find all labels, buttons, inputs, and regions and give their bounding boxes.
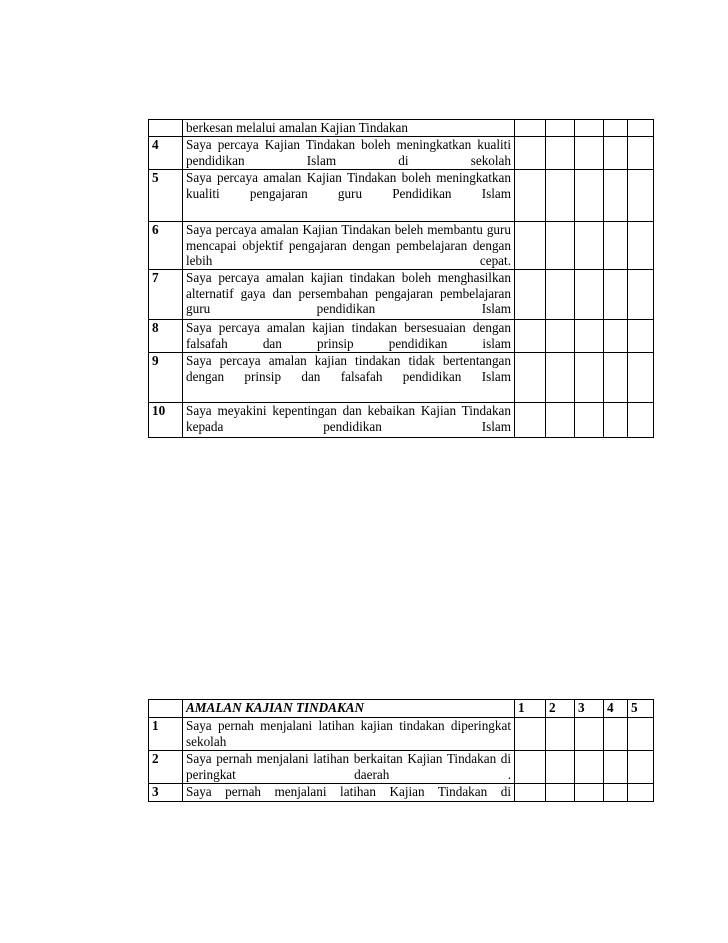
rating-cell[interactable]: [515, 320, 546, 353]
row-number: 6: [149, 222, 183, 270]
rating-cell[interactable]: [515, 120, 546, 137]
rating-cell[interactable]: [546, 403, 575, 438]
rating-cell[interactable]: [515, 403, 546, 438]
rating-cell[interactable]: [575, 718, 604, 751]
statement-text: Saya percaya amalan Kajian Tindakan beleh membantu guru mencapai objektif pengajaran dengan pembelajaran dengan lebih cepat.: [183, 222, 515, 270]
table-row: [149, 320, 654, 353]
rating-cell[interactable]: [604, 403, 628, 438]
rating-cell[interactable]: [575, 222, 604, 270]
rating-cell[interactable]: [546, 784, 575, 802]
rating-cell[interactable]: [604, 353, 628, 403]
rating-cell[interactable]: [575, 170, 604, 222]
table-header-row: [149, 700, 654, 718]
rating-cell[interactable]: [575, 751, 604, 784]
table-row: [149, 403, 654, 438]
statement-text: Saya pernah menjalani latihan berkaitan Kajian Tindakan di peringkat daerah .: [183, 751, 515, 784]
table-row: [149, 170, 654, 222]
rating-cell[interactable]: [546, 170, 575, 222]
section-title: AMALAN KAJIAN TINDAKAN: [183, 700, 515, 718]
scale-label: 1: [515, 700, 546, 718]
table-row: [149, 718, 654, 751]
table-row: [149, 353, 654, 403]
questionnaire-table-2: [148, 699, 654, 802]
rating-cell[interactable]: [604, 718, 628, 751]
rating-cell[interactable]: [604, 137, 628, 170]
rating-cell[interactable]: [546, 120, 575, 137]
rating-cell[interactable]: [628, 751, 654, 784]
rating-cell[interactable]: [546, 137, 575, 170]
row-number: 8: [149, 320, 183, 353]
rating-cell[interactable]: [604, 270, 628, 320]
rating-cell[interactable]: [628, 718, 654, 751]
statement-text: Saya percaya Kajian Tindakan boleh meningkatkan kualiti pendidikan Islam di sekolah: [183, 137, 515, 170]
rating-cell[interactable]: [575, 120, 604, 137]
rating-cell[interactable]: [628, 222, 654, 270]
rating-cell[interactable]: [604, 120, 628, 137]
rating-cell[interactable]: [628, 353, 654, 403]
rating-cell[interactable]: [575, 137, 604, 170]
statement-text: berkesan melalui amalan Kajian Tindakan: [183, 120, 515, 137]
statement-text: Saya percaya amalan kajian tindakan tidak bertentangan dengan prinsip dan falsafah pendidikan Islam: [183, 353, 515, 403]
rating-cell[interactable]: [628, 784, 654, 802]
rating-cell[interactable]: [575, 270, 604, 320]
scale-label: 4: [604, 700, 628, 718]
rating-cell[interactable]: [515, 784, 546, 802]
rating-cell[interactable]: [515, 222, 546, 270]
rating-cell[interactable]: [604, 320, 628, 353]
table-row: [149, 120, 654, 137]
rating-cell[interactable]: [515, 751, 546, 784]
row-number: 5: [149, 170, 183, 222]
row-number: 9: [149, 353, 183, 403]
rating-cell[interactable]: [628, 120, 654, 137]
rating-cell[interactable]: [575, 320, 604, 353]
rating-cell[interactable]: [628, 170, 654, 222]
rating-cell[interactable]: [604, 751, 628, 784]
statement-text: Saya percaya amalan Kajian Tindakan boleh meningkatkan kualiti pengajaran guru Pendidikan Islam: [183, 170, 515, 222]
rating-cell[interactable]: [515, 137, 546, 170]
statement-text: Saya pernah menjalani latihan Kajian Tindakan di: [183, 784, 515, 802]
rating-cell[interactable]: [628, 270, 654, 320]
table-row: [149, 751, 654, 784]
row-number: 7: [149, 270, 183, 320]
statement-text: Saya pernah menjalani latihan kajian tindakan diperingkat sekolah: [183, 718, 515, 751]
rating-cell[interactable]: [515, 170, 546, 222]
scale-label: 5: [628, 700, 654, 718]
rating-cell[interactable]: [546, 270, 575, 320]
rating-cell[interactable]: [628, 403, 654, 438]
rating-cell[interactable]: [546, 320, 575, 353]
rating-cell[interactable]: [515, 353, 546, 403]
table-row: [149, 222, 654, 270]
rating-cell[interactable]: [628, 320, 654, 353]
rating-cell[interactable]: [604, 222, 628, 270]
rating-cell[interactable]: [575, 784, 604, 802]
rating-cell[interactable]: [604, 784, 628, 802]
scale-label: 3: [575, 700, 604, 718]
row-number: 2: [149, 751, 183, 784]
header-number-cell: [149, 700, 183, 718]
rating-cell[interactable]: [546, 718, 575, 751]
statement-text: Saya percaya amalan kajian tindakan boleh menghasilkan alternatif gaya dan persembahan pengajaran pembelajaran guru pendidikan Islam: [183, 270, 515, 320]
row-number: 10: [149, 403, 183, 438]
row-number: [149, 120, 183, 137]
scale-label: 2: [546, 700, 575, 718]
questionnaire-table-1: [148, 119, 654, 438]
rating-cell[interactable]: [546, 751, 575, 784]
rating-cell[interactable]: [546, 222, 575, 270]
row-number: 1: [149, 718, 183, 751]
table-row: [149, 137, 654, 170]
table-row: [149, 784, 654, 802]
row-number: 4: [149, 137, 183, 170]
statement-text: Saya meyakini kepentingan dan kebaikan Kajian Tindakan kepada pendidikan Islam: [183, 403, 515, 438]
statement-text: Saya percaya amalan kajian tindakan bersesuaian dengan falsafah dan prinsip pendidikan islam: [183, 320, 515, 353]
rating-cell[interactable]: [575, 403, 604, 438]
table-row: [149, 270, 654, 320]
rating-cell[interactable]: [575, 353, 604, 403]
row-number: 3: [149, 784, 183, 802]
rating-cell[interactable]: [546, 353, 575, 403]
rating-cell[interactable]: [604, 170, 628, 222]
rating-cell[interactable]: [515, 718, 546, 751]
rating-cell[interactable]: [628, 137, 654, 170]
rating-cell[interactable]: [515, 270, 546, 320]
